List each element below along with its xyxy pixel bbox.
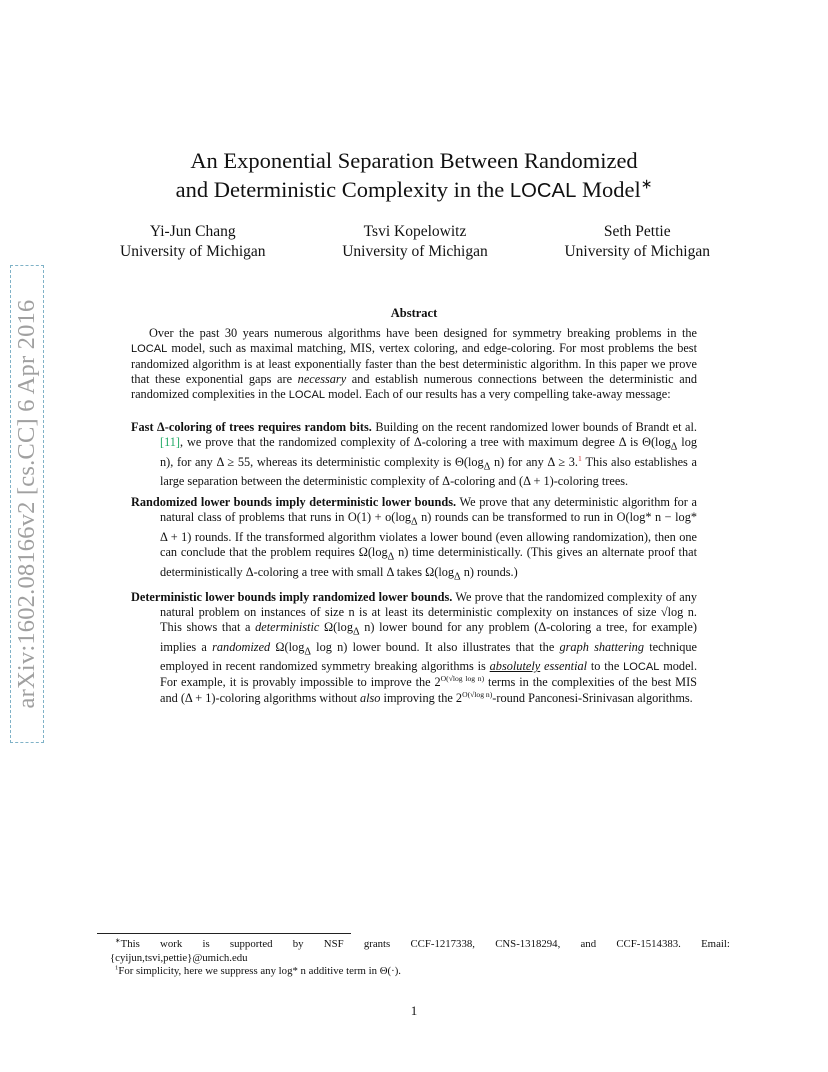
author-affiliation: University of Michigan	[120, 243, 266, 260]
page-number: 1	[410, 1003, 418, 1018]
author-name: Yi-Jun Chang	[149, 223, 236, 240]
result-list	[131, 420, 697, 712]
footnote-divider	[97, 933, 351, 934]
author-affiliation: University of Michigan	[564, 243, 710, 260]
footnote-1: $^1$For simplicity, here we suppress any log* n additive term in Θ(·).	[115, 964, 402, 977]
arxiv-identifier: arXiv:1602.08166v2 [cs.CC] 6 Apr 2016	[13, 299, 40, 709]
citation-link[interactable]: [11]	[160, 435, 181, 450]
title-line-1: An Exponential Separation Between Randomized	[190, 148, 638, 173]
author-name: Tsvi Kopelowitz	[363, 223, 467, 240]
abstract-paragraph: Over the past 30 years numerous algorithms have been designed for symmetry breaking problems in the LOCAL model, such as maximal matching, MIS, vertex coloring, and edge-coloring. For most problems the best randomized algorithm is at least exponentially faster than the best deterministic algorithm. In this paper we prove that these exponential gaps are necessary and establish numerous connections between the deterministic and randomized complexities in the LOCAL model. Each of our results has a very compelling take-away message:	[131, 326, 697, 402]
local-model-name: LOCAL	[509, 180, 577, 202]
result-item: Deterministic lower bounds imply randomized lower bounds. We prove that the randomized complexity of any natural problem on instances of size n is at least its deterministic complexity on instances of size √log n. This shows that a deterministic $\Omega(\log_\Delta$ n) lower bound for any problem (Δ-coloring a tree, for example) implies a randomized $\Omega(\log_\Delta$ log n) lower bound. It also illustrates that the graph shattering technique employed in recent randomized symmetry breaking algorithms is absolutely essential to the LOCAL model. For example, it is provably impossible to improve the $2^{O(√log log n)}$ terms in the complexities of the best MIS and (Δ + 1)-coloring algorithms without also improving the $2^{O(√log n)}$-round Panconesi-Srinivasan algorithms.	[131, 590, 698, 705]
result-item: Randomized lower bounds imply deterministic lower bounds. We prove that any deterministic algorithm for a natural class of problems that runs in $O(1) + o(\log_\Delta$ n) rounds can be transformed to run in O(log* n − log* Δ + 1) rounds. If the transformed algorithm violates a lower bound (even allowing randomization), then one can conclude that the problem requires $\Omega(\log_\Delta$ n) time deterministically. (This gives an alternate proof that deterministically Δ-coloring a tree with small Δ takes $\Omega(\log_\Delta$ n) rounds.)	[131, 495, 698, 583]
result-item: Fast Δ-coloring of trees requires random bits. Building on the recent randomized lower bounds of Brandt et al. [11], we prove that the randomized complexity of Δ-coloring a tree with maximum degree Δ is $\Theta(\log_\Delta$ log n), for any Δ ≥ 55, whereas its deterministic complexity is $\Theta(\log_\Delta$ n) for any Δ ≥ 3.$^1$ This also establishes a large separation between the deterministic complexity of Δ-coloring and (Δ + 1)-coloring trees.	[131, 420, 697, 489]
footnote-link[interactable]: 1	[578, 453, 582, 463]
author-affiliation: University of Michigan	[342, 243, 488, 260]
footnote-funding: ∗This work is supported by NSF grants CCF-1217338, CNS-1318294, and CCF-1514383. Email:	[115, 937, 730, 950]
arxiv-stamp	[10, 265, 44, 743]
author-block	[564, 222, 710, 262]
author-block	[342, 222, 488, 262]
abstract-heading: Abstract	[390, 306, 438, 320]
author-list	[120, 222, 710, 262]
footnote-email: {cyijun,tsvi,pettie}@umich.edu	[110, 951, 248, 964]
author-block	[120, 222, 266, 262]
result-title: Deterministic lower bounds imply randomized lower bounds.	[131, 590, 453, 605]
paper-title	[120, 146, 708, 206]
title-footnote-mark: ∗	[640, 177, 653, 193]
footnotes	[110, 937, 730, 979]
result-title: Fast Δ-coloring of trees requires random bits.	[131, 420, 372, 434]
result-title: Randomized lower bounds imply deterministic lower bounds.	[131, 495, 457, 510]
author-name: Seth Pettie	[603, 223, 671, 240]
title-line-2: and Deterministic Complexity in the LOCAL Model∗	[175, 177, 653, 202]
abstract-body	[131, 326, 697, 403]
